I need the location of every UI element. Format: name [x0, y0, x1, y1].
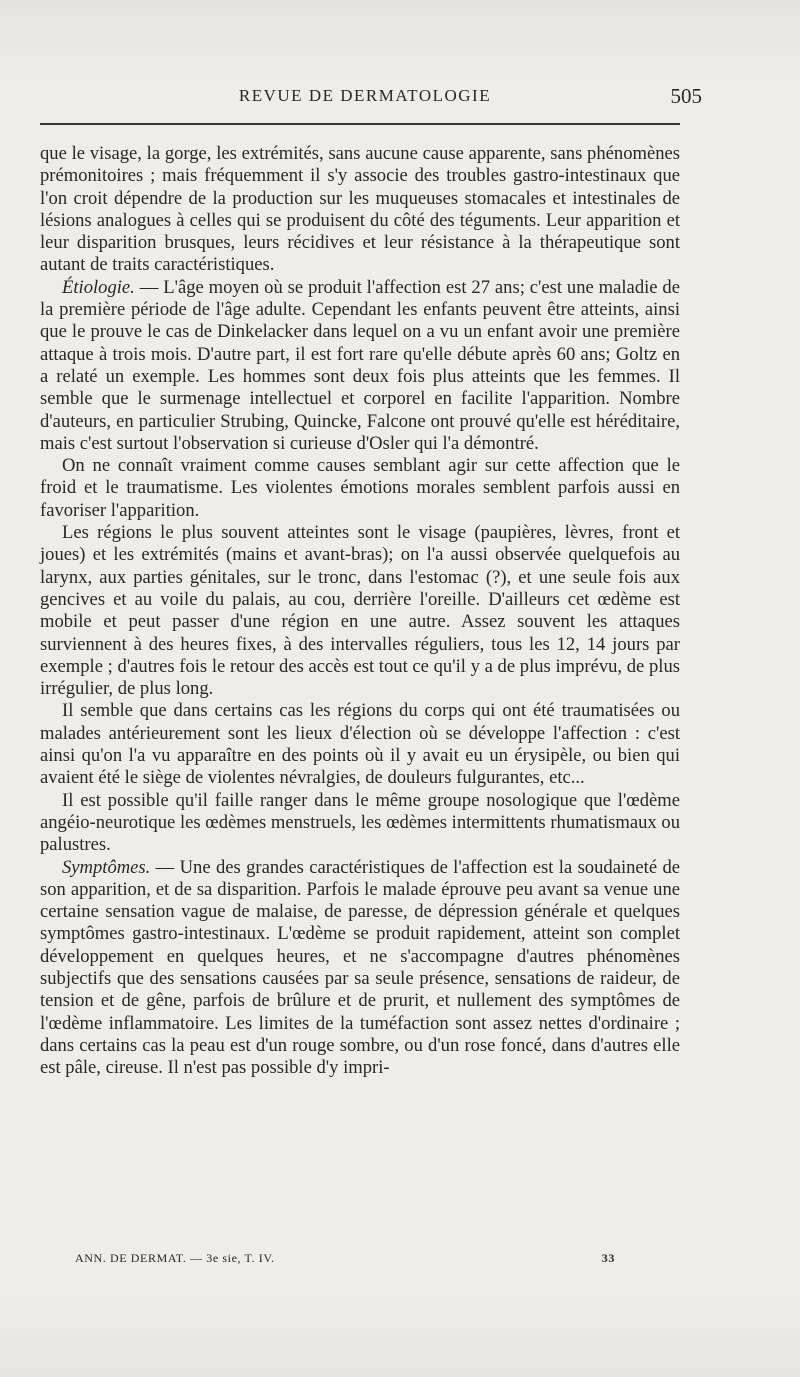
- body-text: [40, 143, 680, 1079]
- section-run-in-heading: Symptômes.: [62, 856, 151, 878]
- paragraph-symptomes: [40, 857, 680, 1080]
- paragraph-regions: [40, 522, 680, 700]
- paragraph-nosology: [40, 790, 680, 857]
- section-run-in-heading: Étiologie.: [62, 276, 135, 298]
- page-number: 505: [670, 84, 702, 108]
- paragraph-text: Il semble que dans certains cas les régions du corps qui ont été traumatisées ou malades antérieurement sont les lieux d'élection où se développe l'affection : c'est ainsi qu'on l'a vu apparaître en des points où il y avait eu un érysipèle, ou bien qui avaient été le siège de violentes névralgies, de douleurs fulgurantes, etc...: [40, 700, 680, 789]
- running-title: REVUE DE DERMATOLOGIE: [238, 86, 492, 105]
- paragraph-traumatism: [40, 700, 680, 789]
- header-rule: [40, 123, 680, 125]
- paragraph-text: Il est possible qu'il faille ranger dans le même groupe nosologique que l'œdème angéio-neurotique les œdèmes menstruels, les œdèmes intermittents rhumatismaux ou palustres.: [40, 789, 680, 856]
- journal-signature: ANN. DE DERMAT. — 3e sie, T. IV.: [75, 1251, 275, 1265]
- paragraph-text: que le visage, la gorge, les extrémités, sans aucune cause apparente, sans phénomènes prémonitoires ; mais fréquemment il s'y associe des troubles gastro-intestinaux que l'on croit dépendre de la production sur les muqueuses stomacales et intestinales de lésions analogues à celles qui se produisent du côté des téguments. Leur apparition et leur disparition brusques, leurs récidives et leur résistance à la thérapeutique sont autant de traits caractéristiques.: [40, 143, 680, 276]
- paragraph-causes: [40, 455, 680, 522]
- paragraph-text: Les régions le plus souvent atteintes sont le visage (paupières, lèvres, front et joues) et les extrémités (mains et avant-bras); on l'a aussi observée quelquefois au larynx, aux parties génitales, sur le tronc, dans l'estomac (?), et une seule fois aux gencives et au voile du palais, au cou, derrière l'oreille. D'ailleurs cet œdème est mobile et peut passer d'une région en une autre. Assez souvent les attaques surviennent à des heures fixes, à des intervalles réguliers, tous les 12, 14 jours par exemple ; d'autres fois le retour des accès est tout ce qu'il y a de plus imprévu, de plus irrégulier, de plus long.: [40, 522, 680, 700]
- paragraph-continuation: [40, 143, 680, 277]
- page-footer: [75, 1251, 615, 1271]
- gathering-number: 33: [601, 1251, 615, 1265]
- paragraph-text: — L'âge moyen où se produit l'affection est 27 ans; c'est une maladie de la première période de l'âge adulte. Cependant les enfants peuvent être atteints, ainsi que le prouve le cas de Dinkelacker dans lequel on a vu un enfant avoir une première attaque à trois mois. D'autre part, il est fort rare qu'elle débute après 60 ans; Goltz en a relaté un exemple. Les hommes sont deux fois plus atteints que les femmes. Il semble que le surmenage intellectuel et corporel en facilite l'apparition. Nombre d'auteurs, en particulier Strubing, Quincke, Falcone ont prouvé qu'elle est héréditaire, mais c'est surtout l'observation si curieuse d'Osler qui l'a démontré.: [40, 276, 680, 454]
- paragraph-etiologie: [40, 277, 680, 455]
- paragraph-text: On ne connaît vraiment comme causes semblant agir sur cette affection que le froid et le traumatisme. Les violentes émotions morales semblent parfois aussi en favoriser l'apparition.: [40, 455, 680, 521]
- paragraph-text: — Une des grandes caractéristiques de l'affection est la soudaineté de son apparition, et de sa disparition. Parfois le malade éprouve peu avant sa venue une certaine sensation vague de malaise, de paresse, de dépression générale et quelques symptômes gastro-intestinaux. L'œdème se produit rapidement, atteint son complet développement en quelques heures, et ne s'accompagne d'autres phénomènes subjectifs que des sensations causées par sa seule présence, sensations de raideur, de tension et de gêne, parfois de brûlure et de prurit, et nullement des symptômes de l'œdème inflammatoire. Les limites de la tuméfaction sont assez nettes d'ordinaire ; dans certains cas la peau est d'un rouge sombre, ou d'un rose foncé, dans d'autres elle est pâle, cireuse. Il n'est pas possible d'y impri-: [40, 856, 680, 1079]
- running-head: [40, 84, 702, 114]
